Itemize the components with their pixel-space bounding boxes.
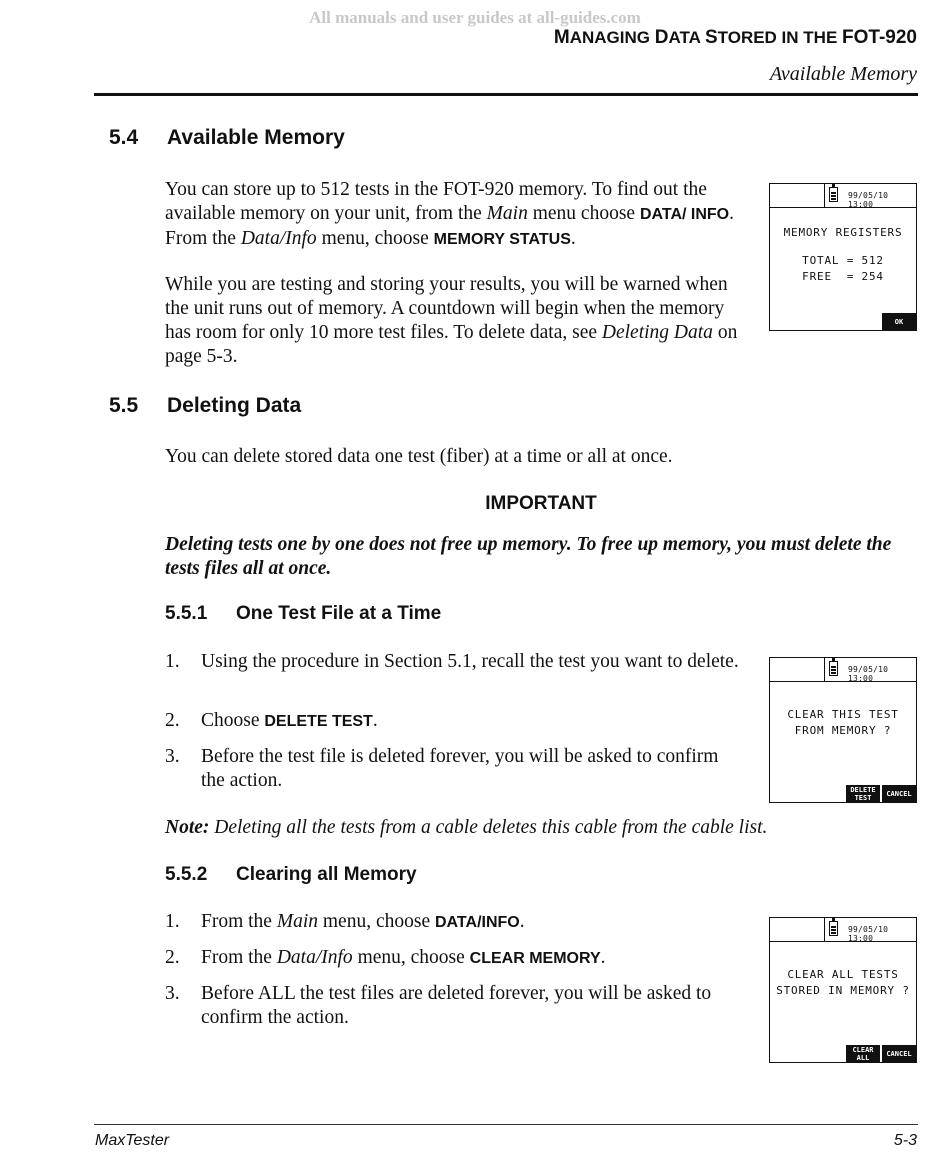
watermark: All manuals and user guides at all-guides.com xyxy=(309,8,641,27)
screen-timestamp: 99/05/10 13:00 xyxy=(848,665,889,683)
list-item: 3. Before the test file is deleted forever, you will be asked to confirm the action. xyxy=(165,746,719,791)
screen-message-line: CLEAR THIS TEST xyxy=(787,708,899,721)
list-item: 2. From the Data/Info menu, choose CLEAR MEMORY. xyxy=(165,947,606,968)
device-screen-clear-this-test xyxy=(769,657,917,803)
running-header-subtitle: Available Memory xyxy=(769,63,917,85)
clear-all-button[interactable]: CLEAR ALL xyxy=(846,1045,880,1062)
cancel-button[interactable]: CANCEL xyxy=(882,785,916,802)
device-screen-clear-all-tests xyxy=(769,917,917,1063)
link-deleting-data: Deleting Data xyxy=(601,322,713,343)
screen-total: TOTAL = 512 xyxy=(802,254,884,267)
screen-timestamp: 99/05/10 13:00 xyxy=(848,191,889,209)
note: Note: Deleting all the tests from a cable deletes this cable from the cable list. xyxy=(165,817,768,838)
list-item: 3. Before ALL the test files are deleted forever, you will be asked to confirm the action. xyxy=(165,983,712,1028)
battery-icon xyxy=(829,661,838,676)
list-item: 1. From the Main menu, choose DATA/INFO. xyxy=(165,911,525,932)
screen-title: MEMORY REGISTERS xyxy=(783,226,903,239)
battery-icon xyxy=(829,187,838,202)
paragraph-deleting-intro: You can delete stored data one test (fiber) at a time or all at once. xyxy=(165,446,673,467)
list-item: 2. Choose DELETE TEST. xyxy=(165,710,378,731)
header-rule xyxy=(94,93,918,96)
paragraph-memory-warning: While you are testing and storing your results, you will be warned when the unit runs out of memory. A countdown will begin when the memory has room for only 10 more test files. To delete data, see Deleting Data on page 5-3. xyxy=(165,274,738,367)
screen-message-line: FROM MEMORY ? xyxy=(794,724,892,737)
screen-free: FREE = 254 xyxy=(802,270,884,283)
delete-test-button[interactable]: DELETE TEST xyxy=(846,785,880,802)
screen-message-line: STORED IN MEMORY ? xyxy=(776,984,910,997)
paragraph-available-memory: You can store up to 512 tests in the FOT-920 memory. To find out the available memory on your unit, from the Main menu choose DATA/ INFO. From the Data/Info menu, choose MEMORY STATUS. xyxy=(165,179,734,249)
section-heading-5-5-2: 5.5.2 Clearing all Memory xyxy=(165,864,417,885)
battery-icon xyxy=(829,921,838,936)
screen-timestamp: 99/05/10 13:00 xyxy=(848,925,889,943)
footer-rule xyxy=(94,1124,918,1125)
important-label: IMPORTANT xyxy=(485,493,597,514)
screen-message-line: CLEAR ALL TESTS xyxy=(787,968,899,981)
running-header-title: MANAGING DATA STORED IN THE FOT-920 xyxy=(553,27,917,48)
cancel-button[interactable]: CANCEL xyxy=(882,1045,916,1062)
note-label: Note: xyxy=(165,817,210,838)
important-text: Deleting tests one by one does not free up memory. To free up memory, you must delete the tests files all at once. xyxy=(165,534,892,579)
ok-button[interactable]: OK xyxy=(882,313,916,330)
list-item: 1. Using the procedure in Section 5.1, recall the test you want to delete. xyxy=(165,651,739,672)
section-heading-5-4: 5.4 Available Memory xyxy=(109,126,345,149)
device-screen-memory-registers xyxy=(769,183,917,331)
section-heading-5-5: 5.5 Deleting Data xyxy=(109,394,302,417)
footer-product-name: MaxTester xyxy=(95,1132,170,1149)
section-heading-5-5-1: 5.5.1 One Test File at a Time xyxy=(165,603,442,624)
page-number: 5-3 xyxy=(893,1132,917,1149)
